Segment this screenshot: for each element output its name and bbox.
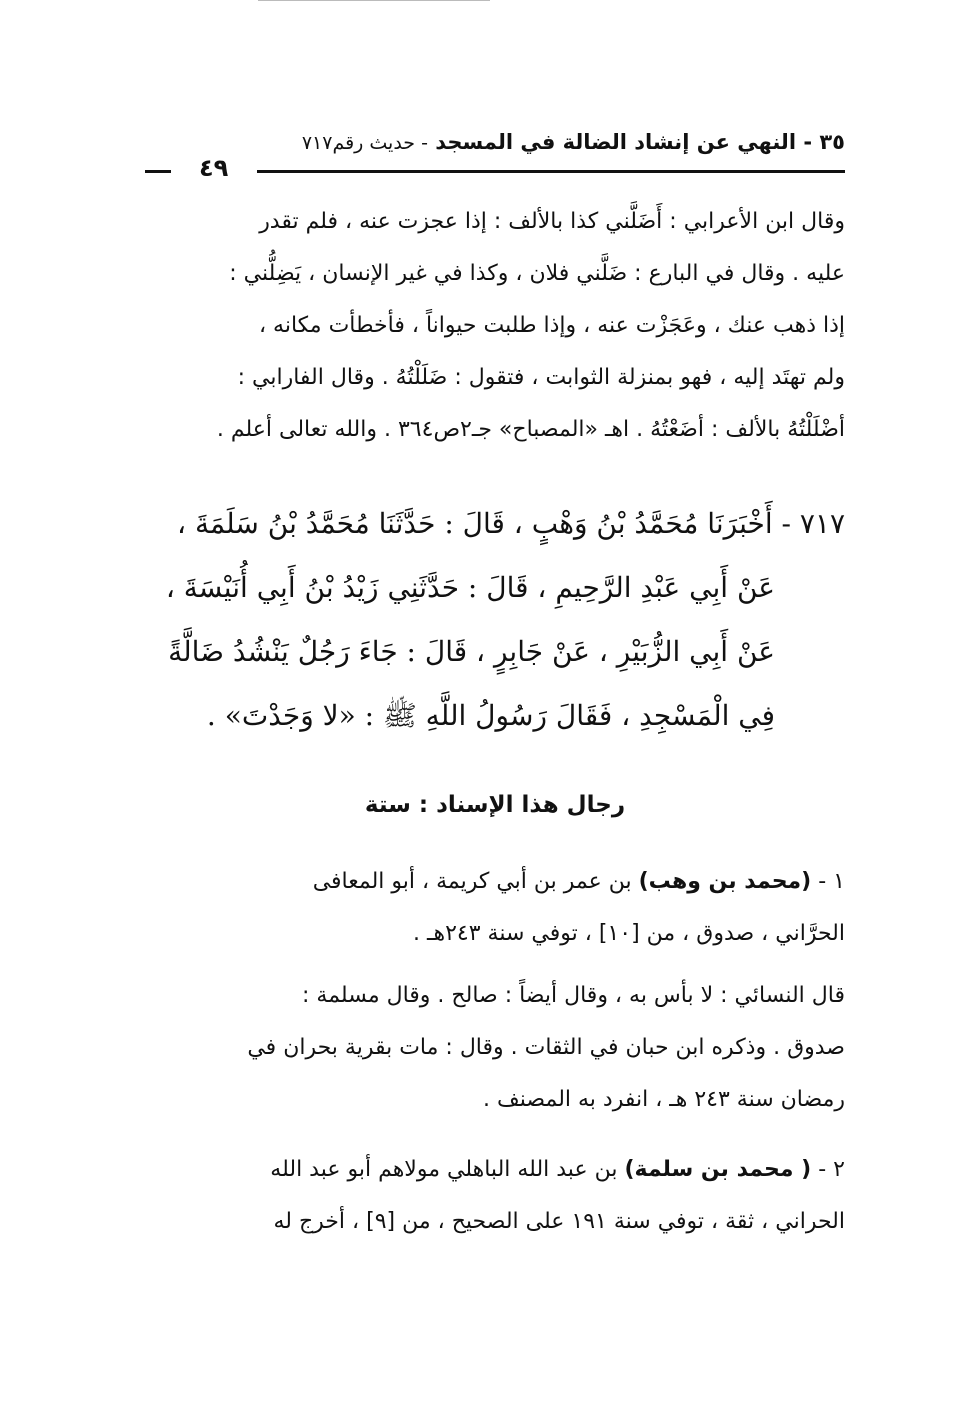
hadith-line: عَنْ أَبِي عَبْدِ الرَّحِيمِ ، قَالَ : حَدَّثَنِي زَيْدُ بْنُ أَبِي أُنَيْسَةَ ، [165, 571, 775, 604]
running-header [145, 120, 845, 180]
narrator-name: ( محمد بن سلمة) [624, 1157, 812, 1182]
page-number-dash [145, 170, 171, 173]
narrator-line-text: بن عبد الله الباهلي مولاهم أبو عبد الله [270, 1157, 618, 1182]
narrator-name: (محمد بن وهب) [638, 869, 812, 894]
chapter-title-text: ٣٥ - النهي عن إنشاد الضالة في المسجد [435, 130, 845, 154]
text-line [145, 1144, 845, 1196]
text-line: رمضان سنة ٢٤٣ هـ ، انفرد به المصنف . [483, 1087, 845, 1112]
narrator-number: ٢ - [818, 1157, 845, 1182]
section-heading: رجال هذا الإسناد : ستة [364, 792, 626, 818]
hadith-line: فِي الْمَسْجِدِ ، فَقَالَ رَسُولُ اللَّهِ ﷺ : «لا وَجَدْتَ» . [206, 699, 775, 732]
hadith-line: ٧١٧ - أَخْبَرَنَا مُحَمَّدُ بْنُ وَهْبٍ ، قَالَ : حَدَّثَنَا مُحَمَّدُ بْنُ سَلَمَةَ ، [177, 507, 845, 540]
header-rule [257, 170, 845, 173]
text-line: صدوق . وذكره ابن حبان في الثقات . وقال : مات بقرية بحران في [247, 1035, 845, 1060]
top-edge-rule [258, 0, 490, 1]
narrator-number: ١ - [818, 869, 845, 894]
text-line: أضْلَلْتُهُ بالألف : أضَعْتُهُ . اهـ «المصباح» جـ٢ص٣٦٤ . والله تعالى أعلم . [216, 417, 845, 442]
hadith-number-label: - حديث رقم٧١٧ [301, 132, 428, 154]
text-line [145, 856, 845, 908]
page-number: ٤٩ [199, 154, 229, 182]
narrator-line-text: بن عمر بن أبي كريمة ، أبو المعافى [312, 869, 632, 894]
text-line: الحراني ، ثقة ، توفي سنة ١٩١ على الصحيح ، من [٩] ، أخرج له [273, 1209, 845, 1234]
text-line: وقال ابن الأعرابي : أَضَلَّني كذا بالألف : إذا عجزت عنه ، فلم تقدر [259, 209, 845, 234]
text-line: عليه . وقال في البارع : ضَلَّني فلان ، وكذا في غير الإنسان ، يَضِلُّني : [229, 261, 845, 286]
hadith-line: عَنْ أَبِي الزُّبَيْرِ ، عَنْ جَابِرٍ ، قَالَ : جَاءَ رَجُلٌ يَنْشُدُ ضَالَّةً [168, 635, 775, 668]
text-line: إذا ذهب عنك ، وعَجَزْت عنه ، وإذا طلبت حيواناً ، فأخطأت مكانه ، [258, 313, 845, 338]
narrator-1-entry [145, 856, 845, 960]
text-line: الحرَّاني ، صدوق ، من [١٠] ، توفي سنة ٢٤٣هـ . [413, 921, 845, 946]
commentary-paragraph [145, 196, 845, 456]
narrator-1-details [145, 970, 845, 1126]
chapter-title [302, 130, 845, 154]
narrator-2-entry [145, 1144, 845, 1248]
hadith-text [145, 492, 845, 748]
text-line: قال النسائي : لا بأس به ، وقال أيضاً : صالح . وقال مسلمة : [302, 983, 845, 1008]
text-line: ولم تهتَد إليه ، فهو بمنزلة الثوابت ، فتقول : ضَلَلْتُهُ . وقال الفارابي : [237, 365, 845, 390]
